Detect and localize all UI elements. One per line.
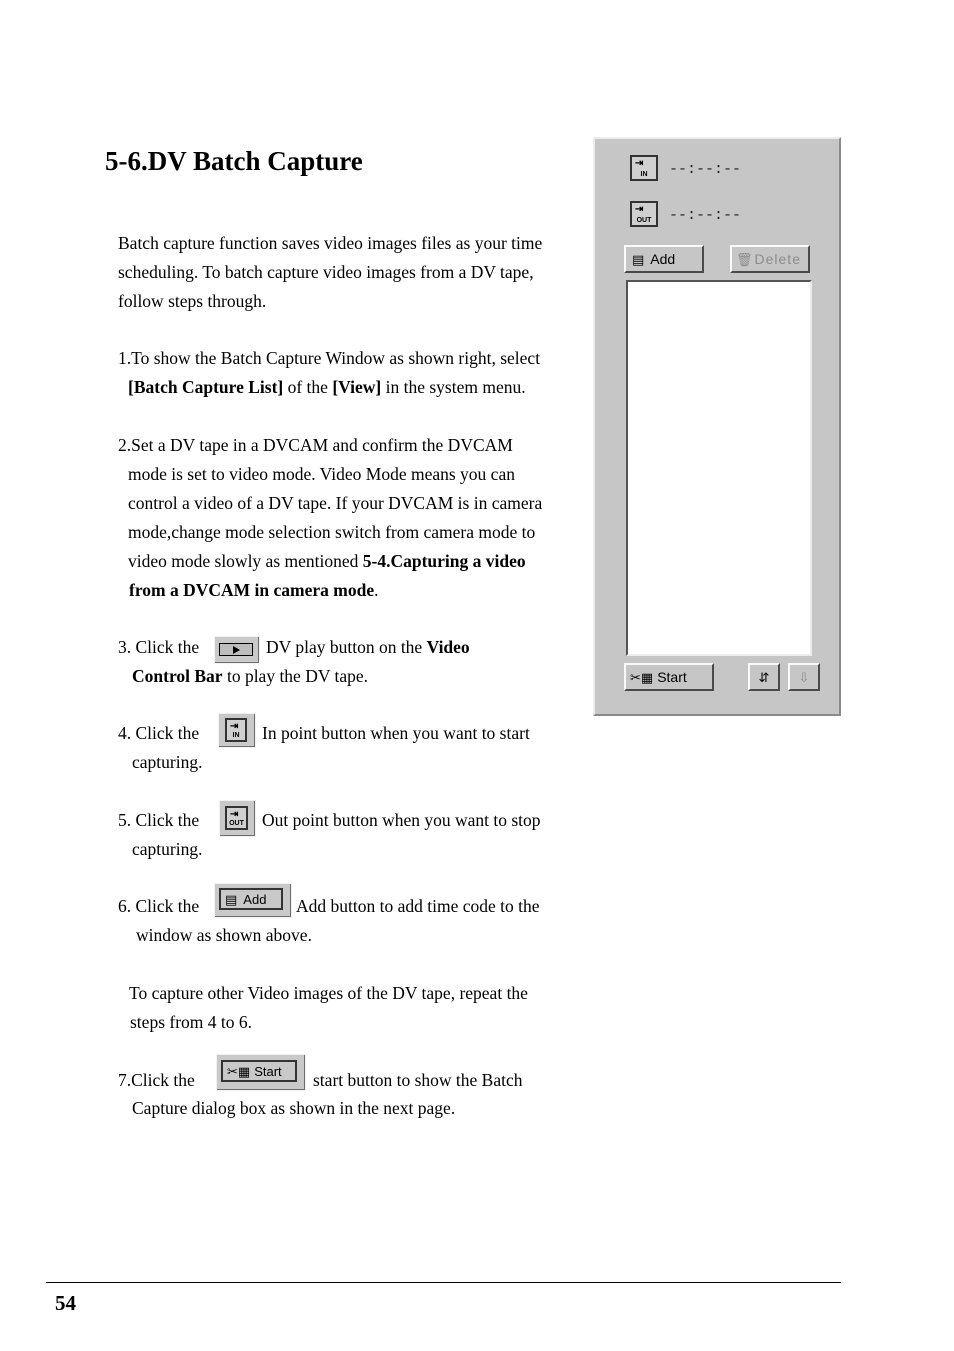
out-point-icon[interactable]: ⇥ OUT [630, 201, 658, 227]
step-7-line-1b: start button to show the Batch [313, 1070, 523, 1090]
repeat-note-line-2: steps from 4 to 6. [130, 1012, 253, 1032]
step-5-line-1b: Out point button when you want to stop [262, 810, 541, 830]
step-3-line-1b [266, 633, 470, 662]
step-2-line: 2.Set a DV tape in a DVCAM and confirm the DVCAM [118, 435, 513, 455]
in-timecode: --:--:-- [669, 161, 742, 178]
batch-capture-window [593, 137, 841, 716]
step-7-line-1: 7.Click the [118, 1070, 195, 1090]
in-point-icon[interactable]: ⇥ IN [630, 155, 658, 181]
start-button[interactable] [624, 663, 714, 691]
out-point-icon: ⇥ OUT [225, 806, 248, 830]
step-3-line-2 [132, 662, 368, 691]
icon-text: OUT [229, 820, 244, 827]
section-reference: 5-4.Capturing a video [362, 551, 526, 571]
step-4-line-1: 4. Click the [118, 723, 200, 743]
text-span: . [374, 580, 379, 600]
add-label: Add [243, 891, 267, 907]
step-2-line [118, 547, 542, 576]
delete-button[interactable] [730, 245, 810, 273]
step-3-line-1: 3. Click the [118, 637, 200, 657]
step-1-line [118, 373, 540, 402]
text-span: video mode slowly as mentioned [128, 551, 363, 571]
text-span: in the system menu. [381, 377, 526, 397]
load-list-icon: ⇩ [798, 669, 810, 685]
delete-label: Delete [754, 251, 801, 267]
out-timecode: --:--:-- [669, 207, 742, 224]
start-button-illustration[interactable] [216, 1054, 306, 1091]
page-title: 5-6.DV Batch Capture [105, 146, 363, 176]
add-button-illustration[interactable] [214, 883, 292, 918]
section-reference: from a DVCAM in camera mode [129, 580, 375, 600]
save-list-icon: ⇵ [758, 669, 770, 685]
play-icon [219, 643, 253, 656]
repeat-note-line-1: To capture other Video images of the DV tape, repeat the [129, 983, 528, 1003]
film-scissors-icon: ✂▦ [227, 1063, 251, 1079]
intro-line: follow steps through. [118, 291, 267, 311]
start-label: Start [254, 1063, 282, 1079]
intro-line: Batch capture function saves video images files as your time [118, 233, 543, 253]
step-2 [118, 431, 542, 605]
footer-rule [46, 1282, 841, 1283]
step-7-line-2: Capture dialog box as shown in the next page. [132, 1098, 456, 1118]
step-2-line: mode,change mode selection switch from camera mode to [128, 522, 536, 542]
step-5-line-2: capturing. [132, 839, 203, 859]
text-bold: Video [426, 637, 470, 657]
film-scissors-icon: ✂▦ [630, 669, 654, 685]
intro-line: scheduling. To batch capture video images from a DV tape, [118, 262, 534, 282]
out-point-button[interactable] [219, 800, 256, 837]
add-label: Add [650, 251, 676, 267]
load-list-button[interactable] [788, 663, 820, 691]
add-button-face [219, 888, 283, 910]
document-icon: ▤ [225, 891, 238, 907]
document-icon: ▤ [632, 251, 645, 267]
text-span: to play the DV tape. [222, 666, 369, 686]
start-button-face [221, 1060, 297, 1082]
text-span: of the [283, 377, 333, 397]
start-label: Start [657, 669, 687, 685]
play-button[interactable] [214, 636, 260, 664]
menu-item-batch-capture-list: [Batch Capture List] [128, 377, 284, 397]
step-2-line: control a video of a DV tape. If your DVCAM is in camera [128, 493, 543, 513]
step-4-line-1b: In point button when you want to start [262, 723, 530, 743]
icon-text: IN [232, 732, 240, 739]
step-4-line-2: capturing. [132, 752, 203, 772]
trash-icon: 🗑 [736, 251, 753, 267]
save-list-button[interactable] [748, 663, 780, 691]
step-1 [118, 344, 540, 402]
page-number: 54 [55, 1291, 76, 1315]
step-1-line: 1.To show the Batch Capture Window as shown right, select [118, 348, 541, 368]
in-point-button[interactable] [218, 713, 256, 748]
in-point-icon: ⇥ IN [225, 718, 247, 742]
text-span: DV play button on the [266, 637, 427, 657]
menu-view: [View] [332, 377, 382, 397]
add-button[interactable] [624, 245, 704, 273]
step-5-line-1: 5. Click the [118, 810, 200, 830]
intro-paragraph [118, 229, 542, 316]
step-6-line-1b: Add button to add time code to the [296, 896, 540, 916]
step-2-line: mode is set to video mode. Video Mode means you can [128, 464, 515, 484]
icon-text: IN [640, 171, 648, 178]
step-2-line [118, 576, 542, 605]
step-6-line-1: 6. Click the [118, 896, 200, 916]
icon-text: OUT [636, 217, 652, 224]
batch-list[interactable] [626, 280, 812, 656]
step-6-line-2: window as shown above. [136, 925, 312, 945]
text-bold: Control Bar [132, 666, 223, 686]
